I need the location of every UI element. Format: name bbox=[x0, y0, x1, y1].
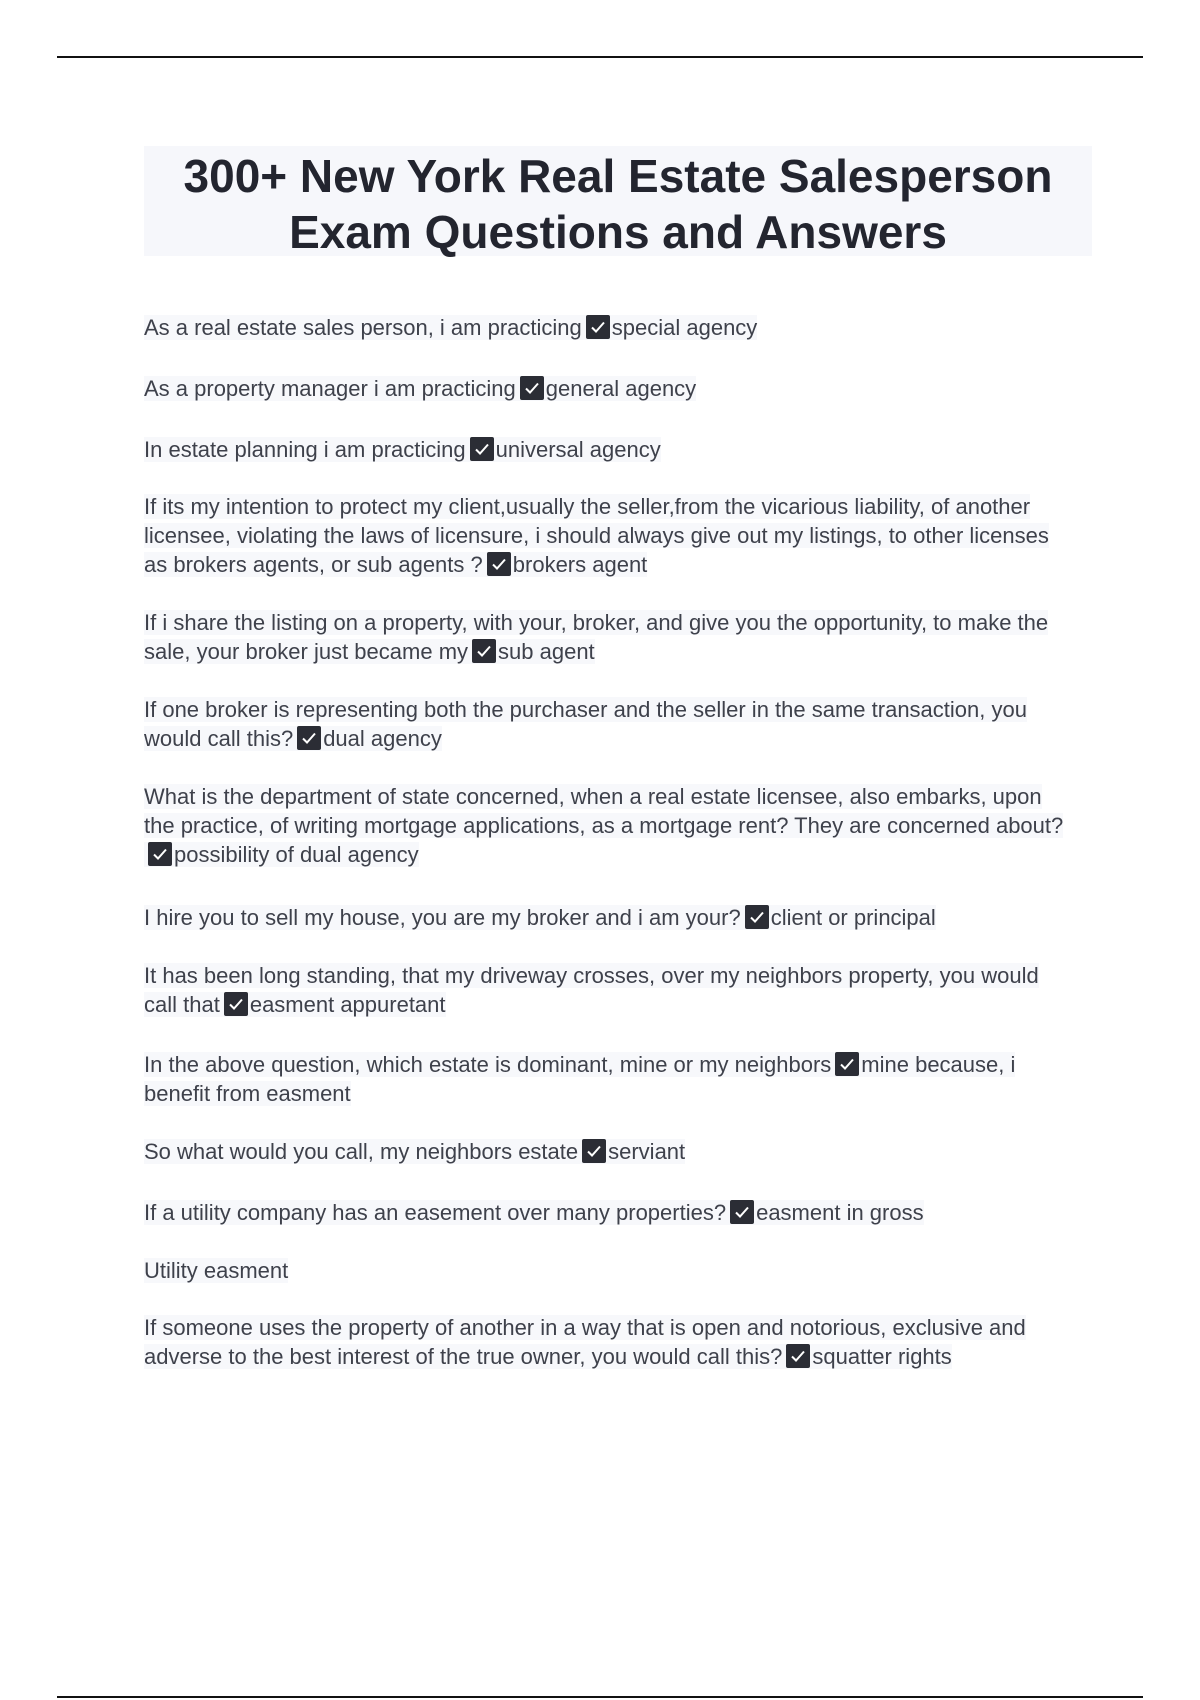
question-text: If i share the listing on a property, with your, broker, and give you the opportunity, to make the sale, your broker just became my bbox=[144, 610, 1049, 664]
checkmark-icon bbox=[582, 1139, 606, 1163]
page-title bbox=[144, 146, 1092, 260]
question-text: If a utility company has an easement over many properties? bbox=[144, 1200, 727, 1225]
qa-item bbox=[144, 903, 1074, 932]
answer-text: easment in gross bbox=[756, 1200, 924, 1225]
checkmark-icon bbox=[786, 1344, 810, 1368]
question-text: Utility easment bbox=[144, 1258, 289, 1283]
answer-text: possibility of dual agency bbox=[174, 842, 419, 867]
qa-item bbox=[144, 374, 1074, 403]
question-text: In the above question, which estate is dominant, mine or my neighbors bbox=[144, 1052, 832, 1077]
title-box bbox=[144, 146, 1092, 256]
title-line-1: 300+ New York Real Estate Salesperson bbox=[183, 150, 1053, 202]
answer-text: easment appuretant bbox=[249, 992, 446, 1017]
qa-item bbox=[144, 782, 1074, 869]
answer-text: brokers agent bbox=[512, 552, 648, 577]
qa-item bbox=[144, 1198, 1074, 1227]
answer-text: sub agent bbox=[498, 639, 595, 664]
qa-item bbox=[144, 608, 1074, 666]
answer-text: special agency bbox=[611, 315, 758, 340]
checkmark-icon bbox=[586, 315, 610, 339]
question-text: If its my intention to protect my client,usually the seller,from the vicarious liability, of another licensee, violating the laws of licensure, i should always give out my listings, to other licenses as brokers agents, or sub agents ? bbox=[144, 494, 1049, 577]
question-text: It has been long standing, that my driveway crosses, over my neighbors property, you would call that bbox=[144, 963, 1039, 1017]
checkmark-icon bbox=[297, 726, 321, 750]
qa-item bbox=[144, 695, 1074, 753]
checkmark-icon bbox=[487, 552, 511, 576]
top-rule bbox=[57, 56, 1143, 58]
qa-item bbox=[144, 492, 1074, 579]
question-text: If one broker is representing both the purchaser and the seller in the same transaction, you would call this? bbox=[144, 697, 1027, 751]
answer-text: dual agency bbox=[323, 726, 442, 751]
bottom-rule bbox=[57, 1696, 1143, 1698]
checkmark-icon bbox=[520, 376, 544, 400]
question-text: In estate planning i am practicing bbox=[144, 437, 466, 462]
checkmark-icon bbox=[148, 842, 172, 866]
answer-text: universal agency bbox=[495, 437, 661, 462]
question-text: As a real estate sales person, i am practicing bbox=[144, 315, 582, 340]
qa-item bbox=[144, 1137, 1074, 1166]
qa-item bbox=[144, 435, 1074, 464]
checkmark-icon bbox=[730, 1200, 754, 1224]
question-text: As a property manager i am practicing bbox=[144, 376, 516, 401]
question-text: If someone uses the property of another in a way that is open and notorious, exclusive and adverse to the best interest of the true owner, you would call this? bbox=[144, 1315, 1026, 1369]
qa-item bbox=[144, 1256, 1074, 1285]
answer-text: client or principal bbox=[770, 905, 936, 930]
qa-item bbox=[144, 313, 1074, 342]
answer-text: serviant bbox=[608, 1139, 686, 1164]
question-text: So what would you call, my neighbors estate bbox=[144, 1139, 579, 1164]
checkmark-icon bbox=[472, 639, 496, 663]
checkmark-icon bbox=[835, 1052, 859, 1076]
checkmark-icon bbox=[470, 437, 494, 461]
qa-item bbox=[144, 1313, 1074, 1371]
question-text: What is the department of state concerned, when a real estate licensee, also embarks, upon the practice, of writing mortgage applications, as a mortgage rent? They are concerned about? bbox=[144, 784, 1064, 838]
checkmark-icon bbox=[224, 992, 248, 1016]
question-text: I hire you to sell my house, you are my broker and i am your? bbox=[144, 905, 741, 930]
qa-item bbox=[144, 1050, 1074, 1108]
qa-item bbox=[144, 961, 1074, 1019]
title-line-2: Exam Questions and Answers bbox=[289, 206, 947, 258]
answer-text: mine because, i benefit from easment bbox=[144, 1052, 1016, 1106]
answer-text: squatter rights bbox=[812, 1344, 952, 1369]
checkmark-icon bbox=[745, 905, 769, 929]
answer-text: general agency bbox=[545, 376, 697, 401]
